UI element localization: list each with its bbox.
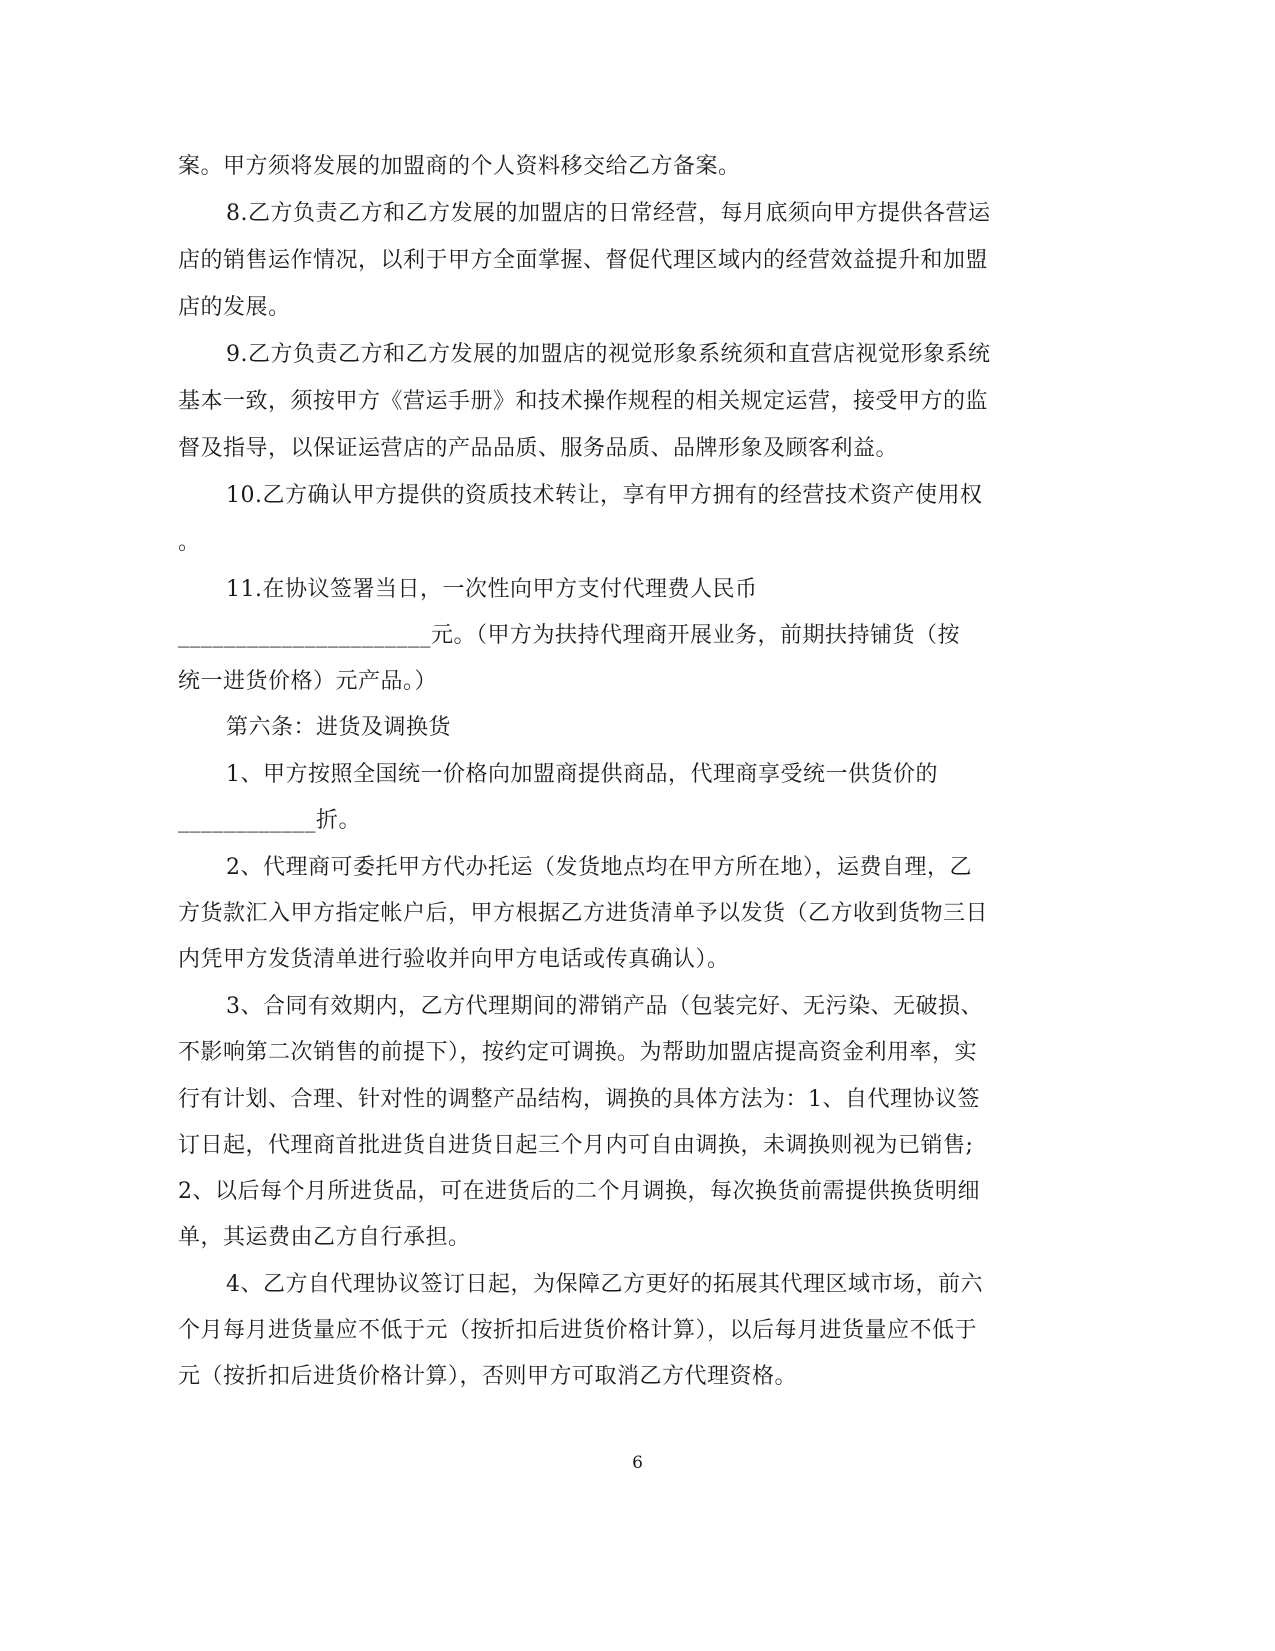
text-line: ____________折。 [178, 808, 362, 833]
text-line: 2、以后每个月所进货品，可在进货后的二个月调换，每次换货前需提供换货明细 [178, 1179, 980, 1204]
text-line: 元（按折扣后进货价格计算），否则甲方可取消乙方代理资格。 [178, 1364, 798, 1389]
text-line: 3、合同有效期内，乙方代理期间的滞销产品（包装完好、无污染、无破损、 [226, 994, 983, 1019]
text-line: 行有计划、合理、针对性的调整产品结构，调换的具体方法为：1、自代理协议签 [178, 1087, 980, 1112]
text-line: 店的销售运作情况，以利于甲方全面掌握、督促代理区域内的经营效益提升和加盟 [178, 248, 989, 273]
text-line: 9.乙方负责乙方和乙方发展的加盟店的视觉形象系统须和直营店视觉形象系统 [226, 342, 991, 367]
text-line: 8.乙方负责乙方和乙方发展的加盟店的日常经营，每月底须向甲方提供各营运 [226, 201, 991, 226]
text-line: 内凭甲方发货清单进行验收并向甲方电话或传真确认）。 [178, 947, 730, 972]
text-line: 店的发展。 [178, 295, 291, 320]
text-line: 。 [178, 530, 201, 555]
text-line: 督及指导，以保证运营店的产品品质、服务品质、品牌形象及顾客利益。 [178, 436, 899, 461]
text-line: 10.乙方确认甲方提供的资质技术转让，享有甲方拥有的经营技术资产使用权 [226, 483, 983, 508]
text-line: 2、代理商可委托甲方代办托运（发货地点均在甲方所在地），运费自理，乙 [226, 855, 972, 880]
text-line: 单，其运费由乙方自行承担。 [178, 1225, 471, 1250]
text-line: 案。甲方须将发展的加盟商的个人资料移交给乙方备案。 [178, 154, 741, 179]
text-line: 基本一致，须按甲方《营运手册》和技术操作规程的相关规定运营，接受甲方的监 [178, 389, 989, 414]
text-line: 11.在协议签署当日，一次性向甲方支付代理费人民币 [226, 577, 758, 602]
text-line: ______________________元。（甲方为扶持代理商开展业务，前期扶持铺货（按 [178, 623, 961, 648]
text-line: 订日起，代理商首批进货自进货日起三个月内可自由调换，未调换则视为已销售; [178, 1133, 974, 1158]
text-line: 统一进货价格）元产品。） [178, 669, 438, 694]
page-number: 6 [632, 1453, 643, 1473]
text-line: 4、乙方自代理协议签订日起，为保障乙方更好的拓展其代理区域市场，前六 [226, 1272, 983, 1297]
text-line: 不影响第二次销售的前提下），按约定可调换。为帮助加盟店提高资金利用率，实 [178, 1040, 978, 1065]
text-line: 个月每月进货量应不低于元（按折扣后进货价格计算），以后每月进货量应不低于 [178, 1318, 978, 1343]
text-line: 方货款汇入甲方指定帐户后，甲方根据乙方进货清单予以发货（乙方收到货物三日 [178, 901, 989, 926]
text-line: 1、甲方按照全国统一价格向加盟商提供商品，代理商享受统一供货价的 [226, 762, 938, 787]
section-heading: 第六条：进货及调换货 [226, 715, 452, 740]
